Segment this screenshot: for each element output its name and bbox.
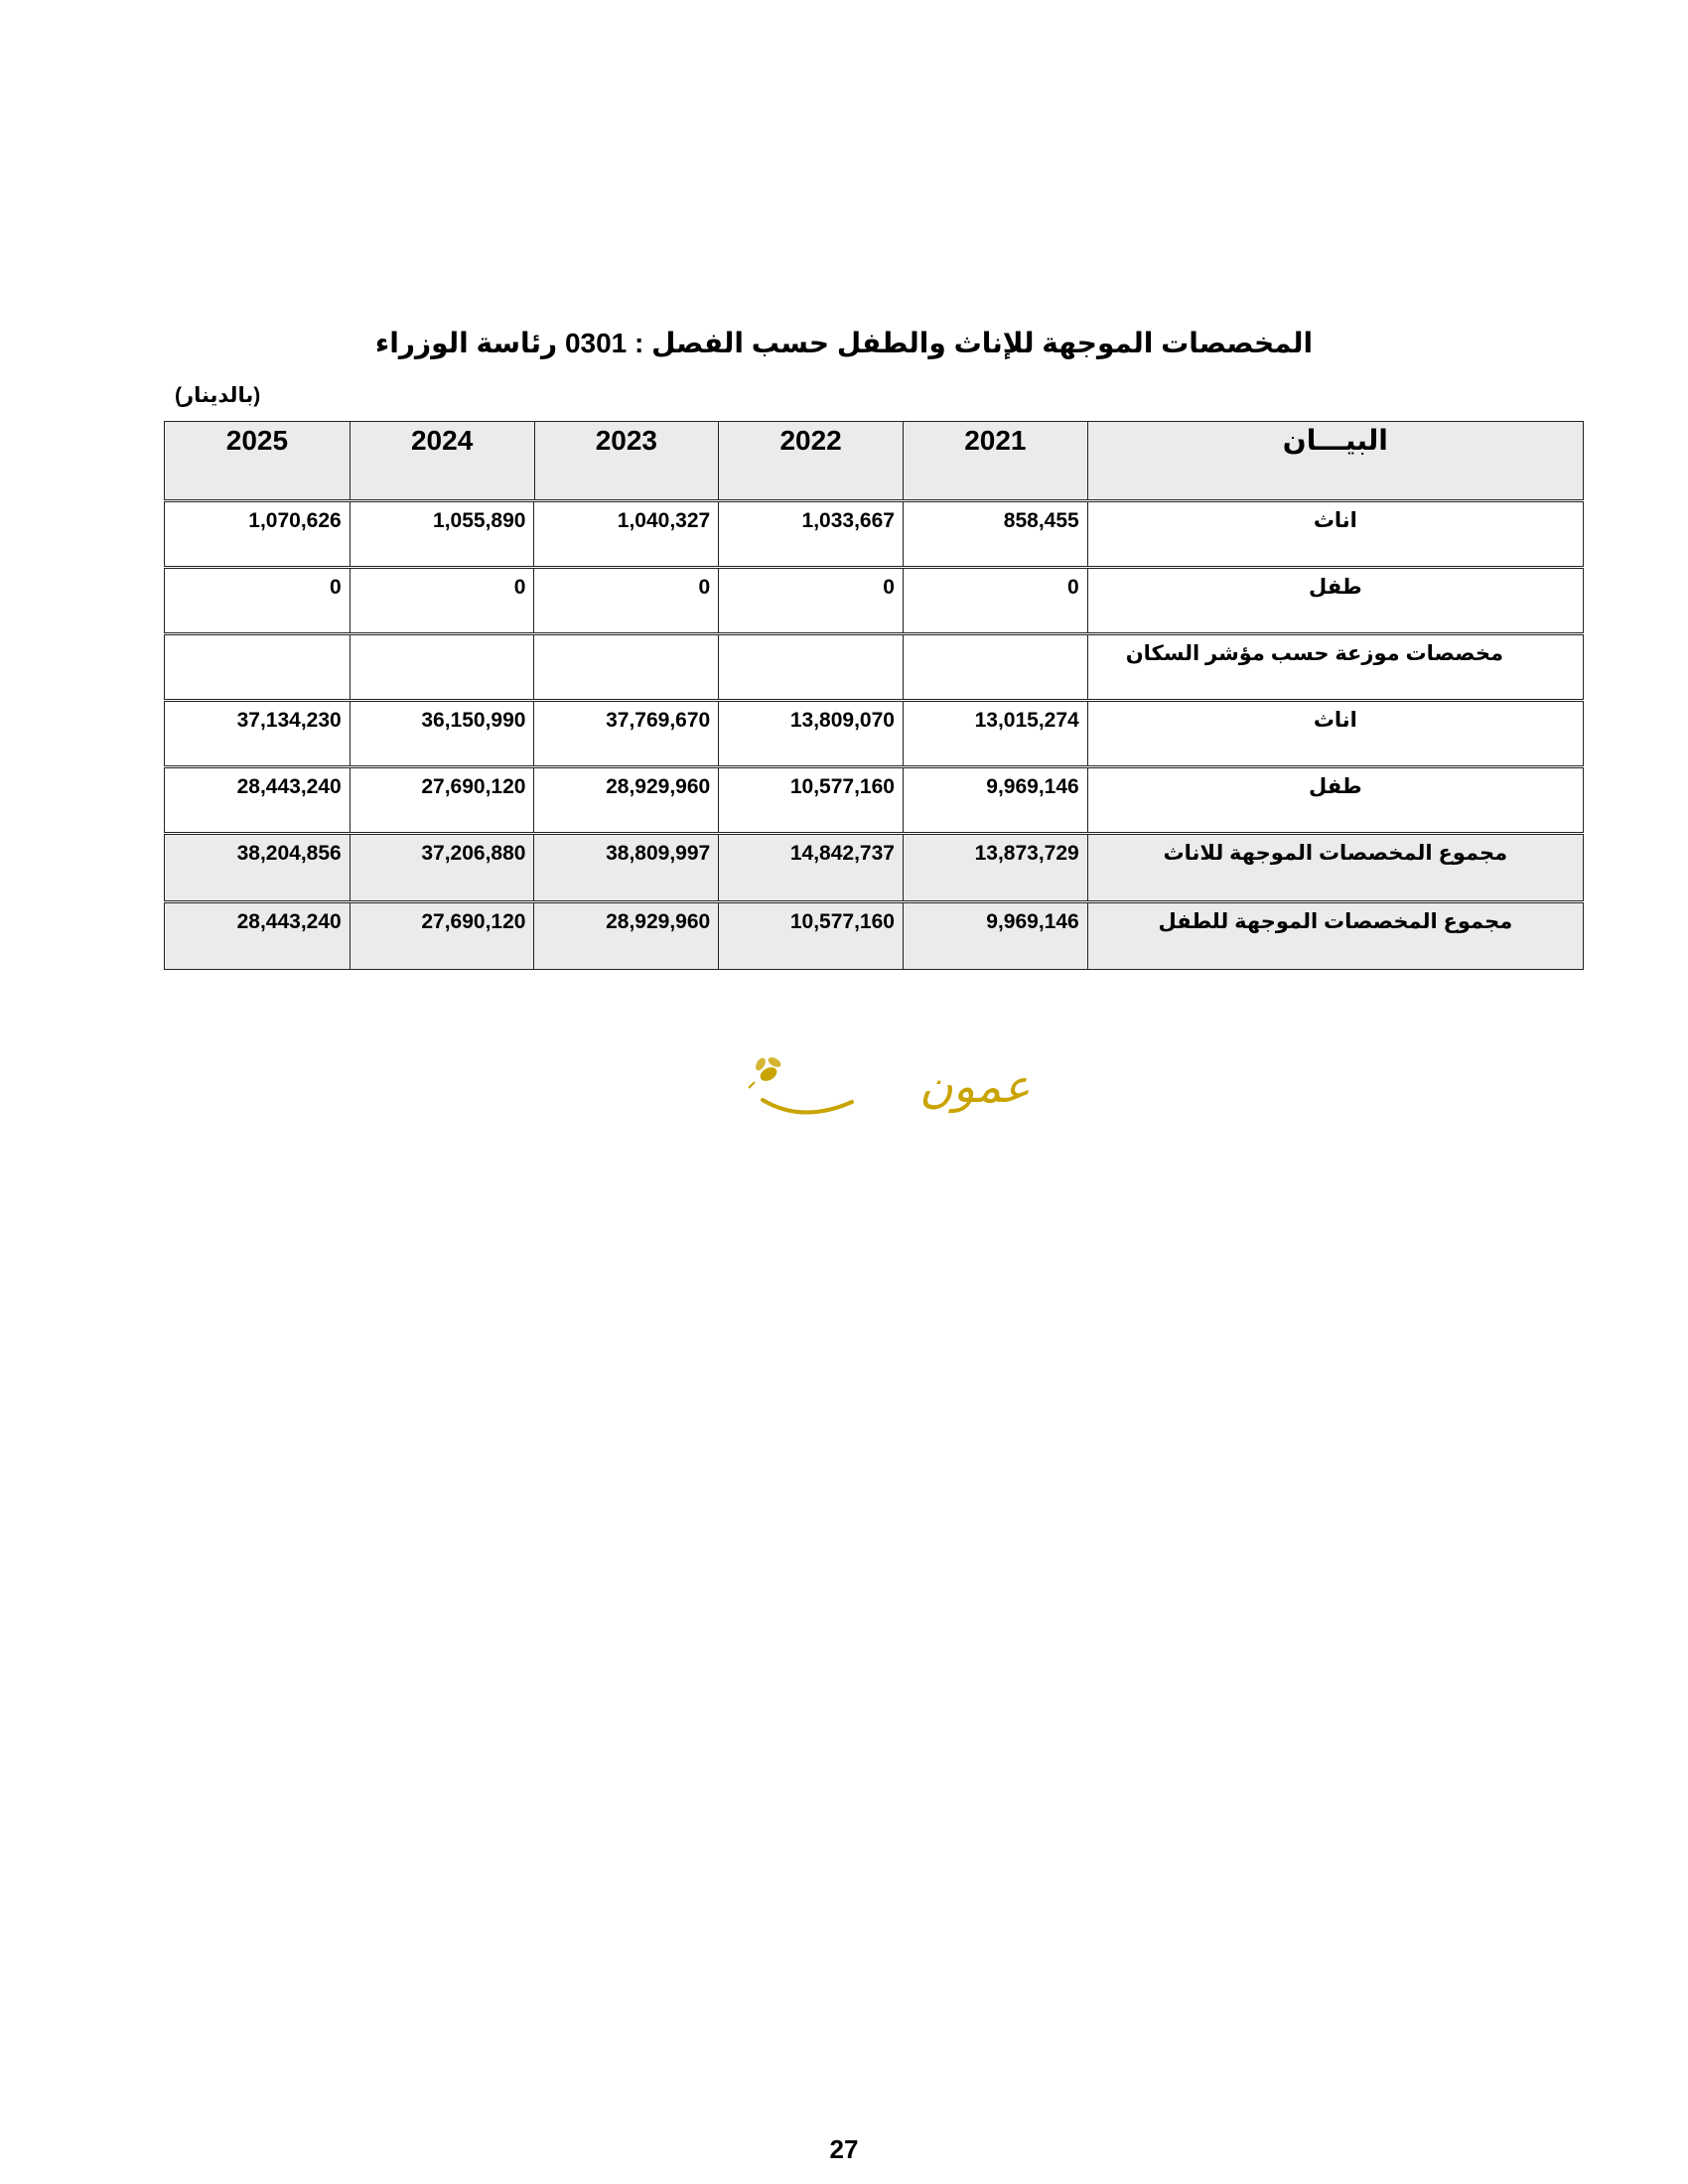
table-cell: 28,443,240 [236, 910, 342, 933]
table-cell [903, 635, 1087, 699]
ammon-logo [743, 1042, 1031, 1152]
page-number: 27 [829, 2134, 859, 2164]
table-row [164, 767, 1584, 833]
header-year-2024: 2024 [350, 422, 534, 499]
table-row [164, 701, 1584, 766]
currency-unit: (بالدينار) [175, 384, 261, 407]
table-cell: 9,969,146 [903, 903, 1087, 969]
row-label: طفل [1087, 569, 1583, 632]
table-cell: 27,690,120 [350, 903, 534, 969]
table-cell [165, 635, 350, 699]
table-cell: 0 [533, 569, 718, 632]
table-cell: 1,070,626 [248, 509, 342, 532]
table-cell: 27,690,120 [350, 768, 534, 832]
table-cell: 36,150,990 [350, 702, 534, 765]
row-label: مخصصات موزعة حسب مؤشر السكان [1087, 635, 1583, 699]
table-cell [718, 635, 903, 699]
table-row [164, 634, 1584, 700]
row-label: طفل [1087, 768, 1583, 832]
row-label: مجموع المخصصات الموجهة للطفل [1087, 903, 1583, 969]
table-cell: 28,929,960 [533, 903, 718, 969]
table-cell: 858,455 [903, 502, 1087, 566]
table-cell: 9,969,146 [903, 768, 1087, 832]
table-cell: 13,015,274 [903, 702, 1087, 765]
header-label: البيـــان [1087, 422, 1583, 499]
header-year-2021: 2021 [903, 422, 1087, 499]
header-year-2022: 2022 [718, 422, 903, 499]
total-row-children [164, 902, 1584, 970]
table-cell: 0 [330, 576, 342, 599]
table-cell: 38,809,997 [533, 835, 718, 900]
table-cell: 0 [718, 569, 903, 632]
header-year-2023: 2023 [534, 422, 719, 499]
bee-icon [749, 1055, 782, 1088]
table-cell: 38,204,856 [236, 842, 342, 865]
table-row [164, 501, 1584, 567]
table-cell: 0 [903, 569, 1087, 632]
table-header-row [164, 421, 1584, 500]
table-cell: 13,809,070 [718, 702, 903, 765]
table-cell: 28,443,240 [236, 775, 342, 798]
logo-text: عمون [919, 1059, 1031, 1113]
header-year-2025: 2025 [225, 425, 289, 456]
table-cell: 37,206,880 [350, 835, 534, 900]
table-cell: 1,055,890 [350, 502, 534, 566]
table-cell: 37,134,230 [236, 709, 342, 732]
table-cell: 1,040,327 [533, 502, 718, 566]
table-cell: 13,873,729 [903, 835, 1087, 900]
table-row [164, 568, 1584, 633]
row-label: اناث [1087, 502, 1583, 566]
allocations-table [164, 421, 1584, 971]
table-cell: 28,929,960 [533, 768, 718, 832]
table-cell: 10,577,160 [718, 903, 903, 969]
table-cell [350, 635, 534, 699]
table-cell: 10,577,160 [718, 768, 903, 832]
table-cell [533, 635, 718, 699]
table-cell: 37,769,670 [533, 702, 718, 765]
row-label: اناث [1087, 702, 1583, 765]
table-cell: 1,033,667 [718, 502, 903, 566]
page-title: المخصصات الموجهة للإناث والطفل حسب الفصل : 0301 رئاسة الوزراء [374, 328, 1314, 358]
table-cell: 0 [350, 569, 534, 632]
row-label: مجموع المخصصات الموجهة للاناث [1087, 835, 1583, 900]
table-cell: 14,842,737 [718, 835, 903, 900]
total-row-females [164, 834, 1584, 901]
